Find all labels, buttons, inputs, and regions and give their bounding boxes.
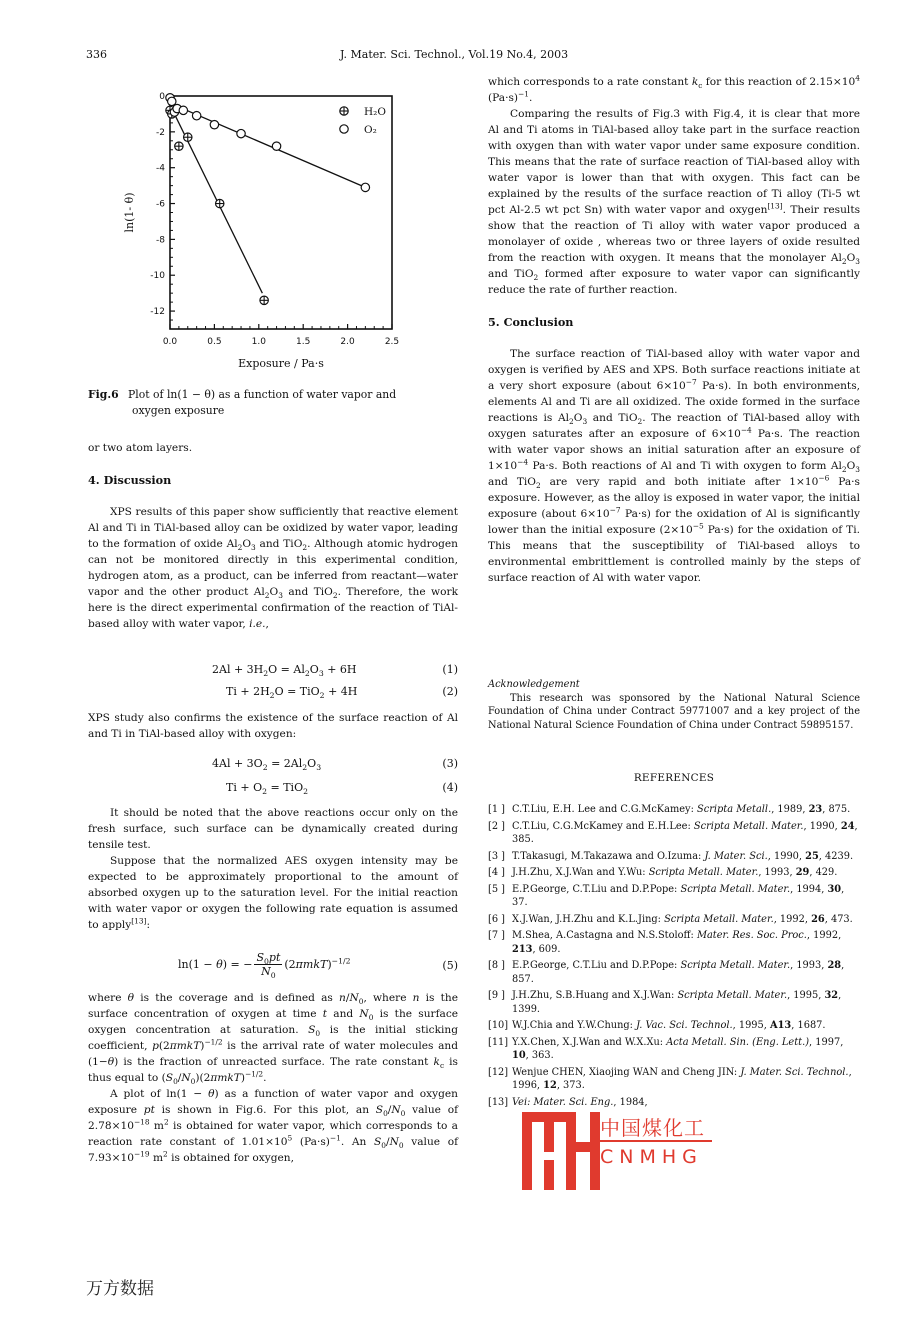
- reference-pages: , 875.: [822, 804, 851, 815]
- conclusion-para: The surface reaction of TiAl-based alloy with water vapor and oxygen is verified by AES and XPS. Both surface reactions initiate at a very short exposure (about $6\times 10^{-7}$ Pa·s). In both environments, elements Al and Ti are all oxidized. The oxide formed in the surface reactions is $Al_2O_3$ and TiO$_2$. The reaction of TiAl-based alloy with oxygen saturates after an exposure of $6\times 10^{-4}$ Pa·s. The reaction with water vapor shows an initial saturation after an exposure of $1\times 10^{-4}$ Pa·s. Both reactions of Al and Ti with oxygen to form $Al_2O_3$ and TiO$_2$ are very rapid and both initiate after $1\times 10^{-6}$ Pa·s exposure. However, as the alloy is exposed in water vapor, the initial exposure (about $6\times 10^{-7}$ Pa·s) for the oxidation of Al is significantly lower than the initial exposure ($2\times 10^{-5}$ Pa·s) for the oxidation of Ti. This means that the susceptibility of TiAl-based alloys to environmental embrittlement is controlled mainly by the steps of surface reaction of Al with water vapor.: [488, 348, 861, 584]
- reference-year: , 1989,: [771, 804, 809, 815]
- reference-authors: J.H.Zhu, S.B.Huang and X.J.Wan:: [512, 990, 678, 1001]
- reference-item: [488, 820, 860, 847]
- equations-3-4: [88, 757, 458, 797]
- reference-item: [488, 1036, 860, 1063]
- reference-authors: C.T.Liu, E.H. Lee and C.G.McKamey:: [512, 804, 698, 815]
- reference-journal: Scripta Metall. Mater.: [680, 883, 791, 895]
- o2-data-point: [192, 112, 200, 120]
- reference-volume: 26: [811, 913, 825, 925]
- discussion-heading: 4. Discussion: [88, 473, 172, 487]
- equation-2: $Ti + 2H_2O = TiO_2 + 4H$: [226, 685, 358, 701]
- reference-item: [488, 989, 860, 1016]
- discussion-para6: which corresponds to a rate constant $k_c$ for this reaction of $2.15\times 10^4$ $(Pa\cdot s)^{-1}$.: [488, 73, 860, 104]
- reference-year: , 1984,: [613, 1096, 648, 1108]
- x-tick-label: 2.0: [340, 337, 355, 347]
- reference-number: [2 ]: [488, 820, 505, 832]
- y-tick-label: -2: [156, 127, 165, 138]
- footer-source: 万方数据: [86, 1279, 154, 1299]
- journal-header: J. Mater. Sci. Technol., Vol.19 No.4, 2003: [340, 48, 569, 61]
- x-tick-label: 1.0: [251, 337, 266, 347]
- reference-number: [13]: [488, 1096, 509, 1108]
- reference-authors: E.P.George, C.T.Liu and D.P.Pope:: [512, 883, 681, 895]
- equation-4: $Ti + O_2 = TiO_2$: [226, 781, 308, 797]
- legend-o2-label: O₂: [364, 124, 377, 136]
- reference-journal: Scripta Metall. Mater.: [648, 867, 759, 878]
- reference-year: , 1997,: [809, 1036, 844, 1048]
- reference-volume: 12: [543, 1080, 557, 1091]
- reference-volume: 10: [512, 1050, 526, 1061]
- reference-volume: 28: [827, 960, 842, 971]
- y-tick-label: -4: [156, 163, 165, 174]
- references-heading: REFERENCES: [633, 772, 715, 784]
- reference-year: , 1993,: [790, 960, 828, 971]
- discussion-para3: Suppose that the normalized AES oxygen intensity may be expected to be approximately proportional to the amount of absorbed oxygen up to the saturation level. For the initial reaction with water vapor or oxygen the following rate equation is assumed to apply[13]:: [88, 855, 458, 931]
- reference-volume: 24: [840, 820, 855, 832]
- reference-number: [3 ]: [488, 850, 505, 862]
- reference-volume: 213: [512, 943, 533, 955]
- equation-1: $2Al + 3H_2O = Al_2O_3 + 6H$: [212, 663, 357, 679]
- reference-volume: A13: [770, 1020, 792, 1031]
- right-column-top: [488, 74, 860, 586]
- reference-year: , 1992,: [773, 913, 812, 925]
- reference-pages: , 37.: [512, 883, 845, 908]
- discussion-para4: where θ is the coverage and is defined as $n/N_0$, where n is the surface concentration of oxygen at time t and $N_0$ is the surface oxygen concentration at saturation. $S_0$ is the initial sticking coefficient, $p(2\pi mkT)^{-1/2}$ is the arrival rate of water molecules and (1−θ) is the fraction of unreacted surface. The rate constant $k_c$ is thus equal to $(S_0/N_0)(2\pi mkT)^{-1/2}$.: [88, 992, 459, 1087]
- page-number: 336: [86, 48, 107, 61]
- y-tick-label: -12: [150, 307, 165, 318]
- reference-volume: 30: [827, 883, 842, 895]
- legend-h2o-label: H₂O: [364, 106, 386, 118]
- reference-item: [488, 883, 860, 910]
- reference-number: [11]: [488, 1036, 509, 1048]
- reference-journal: J. Mater. Sci.: [704, 850, 768, 862]
- reference-year: , 1992,: [806, 930, 842, 941]
- continuation-text: or two atom layers.: [88, 442, 193, 454]
- y-tick-label: -10: [150, 271, 165, 282]
- left-column-mid: [88, 805, 458, 933]
- reference-year: , 1990,: [767, 850, 806, 862]
- o2-data-point: [179, 106, 187, 114]
- o2-data-point: [361, 183, 369, 191]
- acknowledgement-heading: Acknowledgement: [488, 679, 580, 690]
- equation-3-number: (3): [442, 757, 458, 770]
- equation-3: $4Al + 3O_2 = 2Al_2O_3$: [212, 757, 322, 773]
- acknowledgement: [488, 678, 860, 732]
- reference-pages: , 1399.: [512, 990, 842, 1015]
- y-tick-label: -8: [156, 235, 165, 246]
- watermark-divider: [600, 1140, 712, 1142]
- reference-journal: Acta Metall. Sin. (Eng. Lett.): [666, 1036, 810, 1048]
- reference-pages: , 429.: [809, 867, 838, 878]
- reference-item: [488, 1019, 860, 1033]
- reference-item: [488, 1096, 860, 1110]
- reference-volume: 23: [808, 804, 823, 815]
- discussion-para5: A plot of ln(1 − θ) as a function of water vapor and oxygen exposure pt is shown in Fig.6. For this plot, an $S_0/N_0$ value of $2.78\times 10^{-18}$ $m^2$ is obtained for water vapor, which corresponds to a reaction rate constant of $1.01\times 10^5$ $(Pa\cdot s)^{-1}$. An $S_0/N_0$ value of $7.93\times 10^{-19}$ $m^2$ is obtained for oxygen,: [88, 1088, 459, 1164]
- cnmhg-logo-icon: [514, 1112, 604, 1190]
- x-tick-label: 0.5: [207, 337, 222, 347]
- reference-pages: , 385.: [512, 820, 858, 845]
- reference-number: [12]: [488, 1066, 509, 1078]
- reference-item: [488, 929, 860, 956]
- equation-4-number: (4): [442, 781, 458, 794]
- o2-data-point: [210, 120, 218, 128]
- o2-data-point: [168, 97, 176, 105]
- figure-caption-line1: Plot of ln(1 − θ) as a function of water vapor and: [128, 388, 397, 401]
- reference-pages: , 473.: [824, 913, 853, 925]
- reference-authors: M.Shea, A.Castagna and N.S.Stoloff:: [512, 930, 697, 941]
- figure-caption-line2: oxygen exposure: [132, 404, 225, 417]
- reference-item: [488, 1066, 860, 1093]
- reference-journal: Mater. Res. Soc. Proc.: [696, 930, 807, 941]
- reference-pages: , 1687.: [791, 1020, 826, 1031]
- discussion-para2: It should be noted that the above reactions occur only on the fresh surface, such surface can be dynamically created during tensile test.: [88, 807, 458, 851]
- reference-authors: X.J.Wan, J.H.Zhu and K.L.Jing:: [512, 913, 665, 925]
- reference-item: [488, 866, 860, 880]
- left-column: [88, 440, 458, 632]
- reference-journal: Scripta Metall. Mater.: [680, 960, 791, 971]
- equation-5-block: [88, 945, 458, 985]
- o2-data-point: [272, 142, 280, 150]
- reference-number: [4 ]: [488, 867, 505, 878]
- reference-number: [7 ]: [488, 930, 505, 941]
- reference-journal: J. Vac. Sci. Technol.: [636, 1020, 733, 1031]
- reference-journal: Scripta Metall. Mater.: [693, 820, 804, 832]
- watermark-cn-text: 中国煤化工: [600, 1112, 705, 1141]
- reference-journal: Scripta Metall.: [697, 804, 772, 815]
- reference-year: , 1990,: [803, 820, 841, 832]
- reference-journal: Scripta Metall. Mater.: [664, 913, 774, 925]
- reference-pages: , 857.: [512, 960, 845, 985]
- equation-2-number: (2): [442, 685, 458, 698]
- equation-1-number: (1): [442, 663, 458, 676]
- plot-frame: [170, 96, 392, 329]
- reference-number: [5 ]: [488, 883, 505, 895]
- reference-authors: C.T.Liu, C.G.McKamey and E.H.Lee:: [512, 820, 694, 832]
- reference-year: , 1995,: [732, 1020, 770, 1031]
- x-tick-label: 1.5: [296, 337, 311, 347]
- reference-volume: 29: [795, 867, 810, 878]
- reference-journal: J. Mater. Sci. Technol.: [740, 1066, 849, 1078]
- cnmhg-watermark: [514, 1112, 714, 1190]
- x-tick-label: 0.0: [162, 337, 178, 347]
- reference-volume: 25: [805, 850, 819, 862]
- discussion-para7: Comparing the results of Fig.3 with Fig.4, it is clear that more Al and Ti atoms in TiAl-based alloy take part in the surface reaction with oxygen than with water vapor under same exposure condition. This means that the rate of surface reaction of TiAl-based alloy with water vapor is lower than that with oxygen. This fact can be explained by the results of the surface reaction of Ti alloy (Ti-5 wt pct Al-2.5 wt pct Sn) with water vapor and oxygen[13]. Their results show that the reaction of Ti alloy with water vapor produced a monolayer of oxide , whereas two or three layers of oxide resulted from the reaction with oxygen. It means that the monolayer $Al_2O_3$ and TiO$_2$ formed after exposure to water vapor can significantly reduce the rate of further reaction.: [488, 108, 861, 296]
- reference-number: [9 ]: [488, 990, 505, 1001]
- references-list: [488, 803, 860, 1112]
- figure-6-chart: [100, 80, 420, 380]
- reference-number: [8 ]: [488, 960, 505, 971]
- acknowledgement-text: This research was sponsored by the National Natural Science Foundation of China under Contract 59771007 and a key project of the National Natural Science Foundation of China under Contract 59895157.: [488, 692, 860, 731]
- reference-year: , 1995,: [787, 990, 825, 1001]
- discussion-para1: XPS results of this paper show sufficiently that reactive element Al and Ti in TiAl-based alloy can be oxidized by water vapor, leading to the formation of oxide $Al_2O_3$ and TiO$_2$. Although atomic hydrogen can not be monitored directly in this experimental condition, hydrogen atom, as a product, can be inferred from reactant—water vapor and the other product $Al_2O_3$ and TiO$_2$. Therefore, the work here is the direct experimental confirmation of the reaction of TiAl-based alloy with water vapor, i.e.,: [88, 506, 458, 630]
- equations-1-2: [88, 663, 458, 703]
- y-tick-label: 0: [159, 92, 165, 102]
- reference-pages: , 4239.: [818, 850, 854, 862]
- o2-data-point: [237, 129, 245, 137]
- reference-journal: Vei: Mater. Sci. Eng.: [512, 1096, 614, 1108]
- reference-volume: 32: [824, 990, 839, 1001]
- conclusion-heading: 5. Conclusion: [488, 315, 574, 329]
- reference-authors: W.J.Chia and Y.W.Chung:: [512, 1020, 637, 1031]
- y-axis-label: ln(1- θ): [123, 192, 136, 233]
- reference-authors: J.H.Zhu, X.J.Wan and Y.Wu:: [512, 867, 649, 878]
- reference-authors: Y.X.Chen, X.J.Wan and W.X.Xu:: [512, 1036, 667, 1048]
- reference-item: [488, 913, 860, 927]
- reference-year: , 1994,: [790, 883, 828, 895]
- reference-pages: , 373.: [556, 1080, 585, 1091]
- equation-5: ln(1 − θ) = − $\frac{S_0pt}{N_0}$ $(2\pi mkT)^{-1/2}$: [178, 951, 351, 981]
- reference-authors: T.Takasugi, M.Takazawa and O.Izuma:: [512, 850, 705, 862]
- reference-number: [10]: [488, 1020, 509, 1031]
- figure-label: Fig.6: [88, 388, 119, 401]
- reference-authors: Wenjue CHEN, Xiaojing WAN and Cheng JIN:: [512, 1066, 741, 1078]
- between-equations-text: XPS study also confirms the existence of the surface reaction of Al and Ti in TiAl-based alloy with oxygen:: [88, 712, 458, 740]
- x-tick-label: 2.5: [384, 337, 400, 347]
- reference-number: [1 ]: [488, 804, 505, 815]
- fit-line-h2o: [170, 105, 262, 293]
- reference-item: [488, 803, 860, 817]
- y-tick-label: -6: [156, 199, 165, 210]
- equation-5-number: (5): [442, 959, 458, 972]
- x-axis-label: Exposure / Pa·s: [238, 357, 324, 370]
- reference-item: [488, 850, 860, 864]
- reference-pages: , 609.: [532, 943, 561, 955]
- reference-authors: E.P.George, C.T.Liu and D.P.Pope:: [512, 960, 681, 971]
- figure-caption: [88, 387, 468, 419]
- reference-item: [488, 959, 860, 986]
- reference-pages: , 363.: [525, 1050, 554, 1061]
- reference-year: , 1993,: [758, 867, 796, 878]
- reference-number: [6 ]: [488, 913, 505, 925]
- legend-o2-marker-icon: [340, 125, 348, 133]
- reference-journal: Scripta Metall. Mater.: [677, 990, 788, 1001]
- left-column-bottom: [88, 990, 458, 1166]
- watermark-en-text: CNMHG: [600, 1146, 703, 1168]
- reference-year: , 1996,: [512, 1066, 852, 1091]
